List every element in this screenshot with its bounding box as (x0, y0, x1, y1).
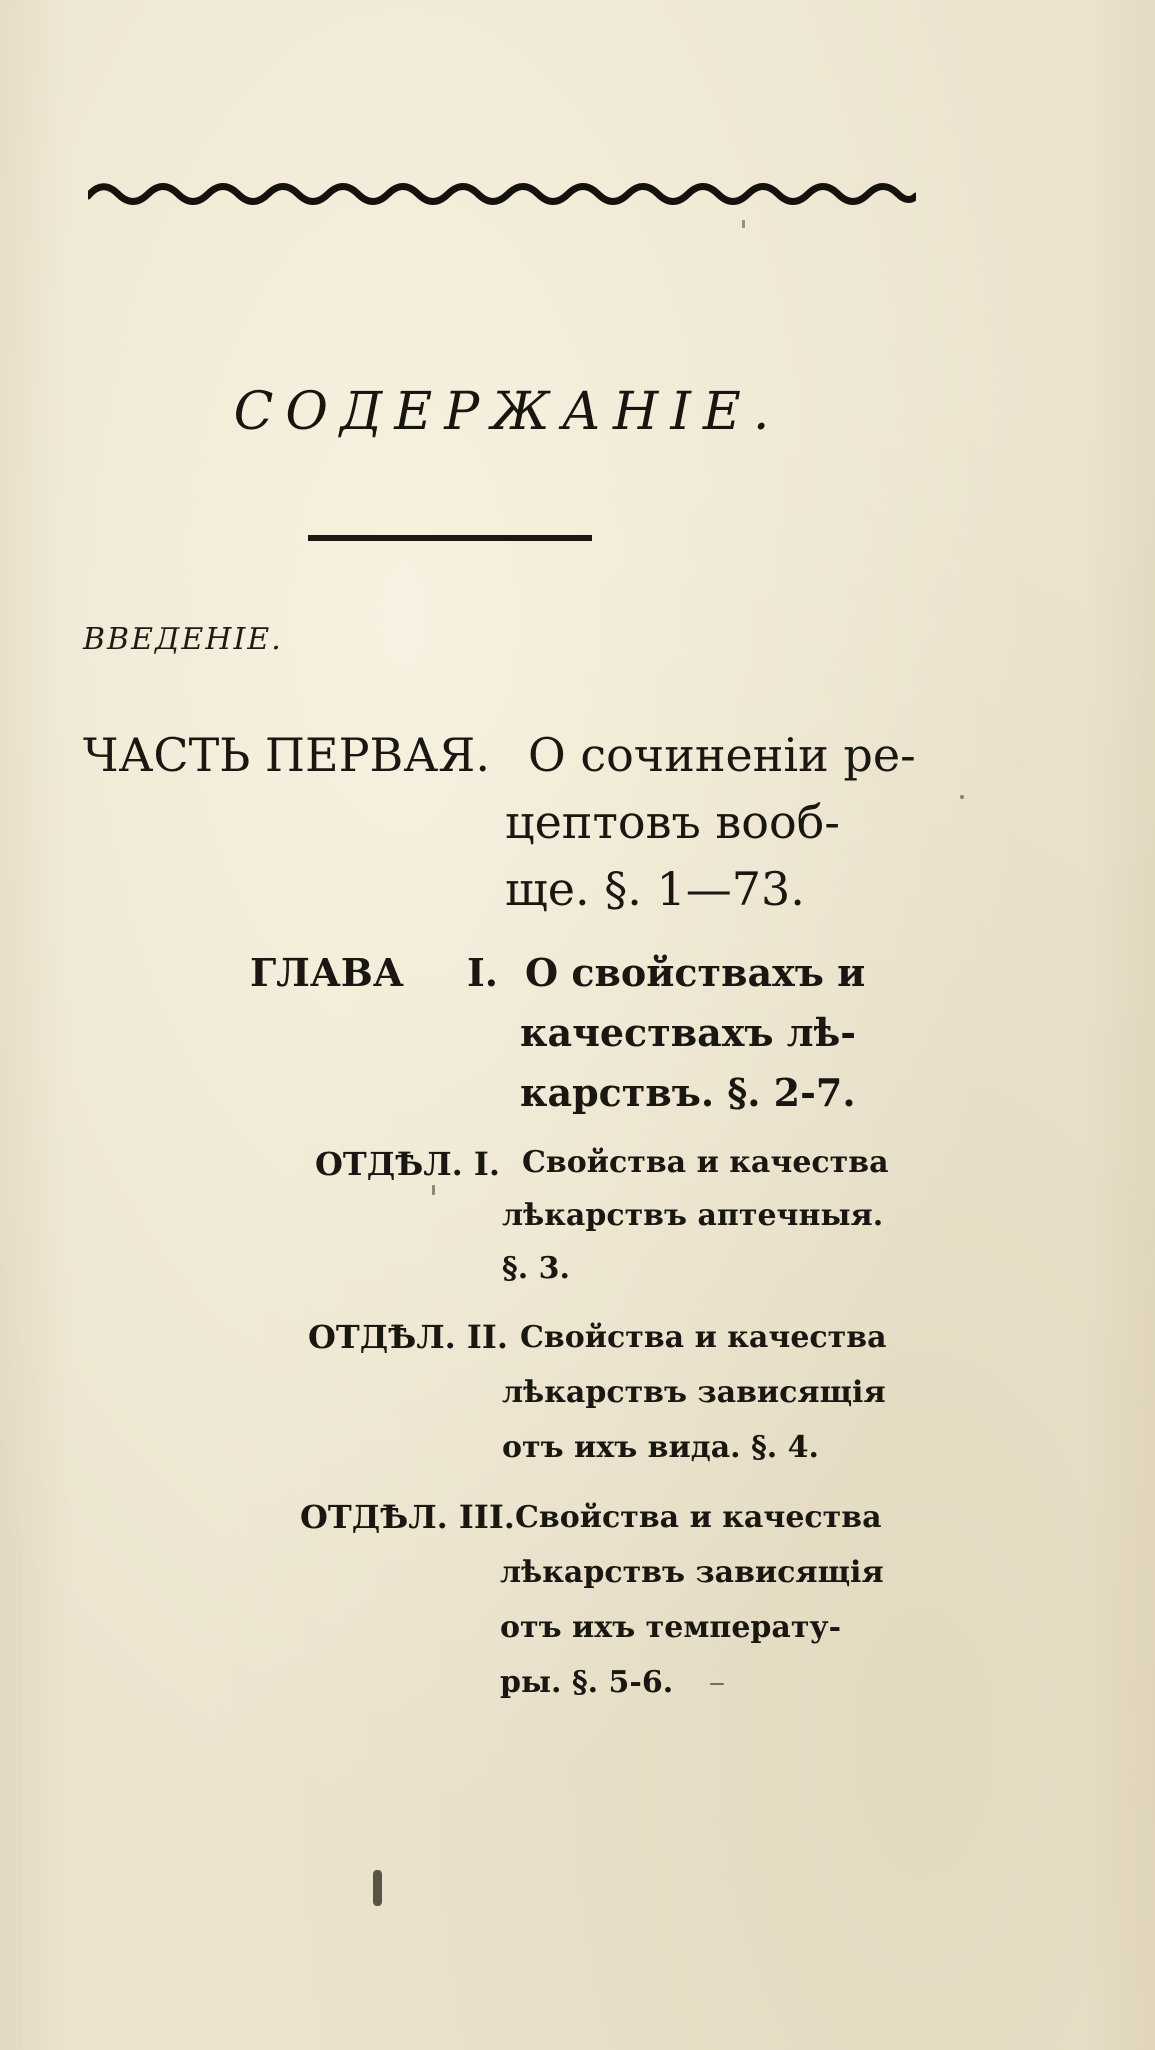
ink-speck (373, 1870, 382, 1906)
part-title-line: цептовъ вооб- (505, 795, 840, 849)
section-title-line: §. 3. (502, 1251, 570, 1286)
chapter-title-line: качествахъ лѣ- (520, 1010, 857, 1055)
section-title-line: лѣкарствъ зависящія (502, 1375, 886, 1410)
section-label: ОТДѢЛ. II. (308, 1318, 508, 1356)
chapter-label: ГЛАВА (250, 950, 404, 995)
ink-speck (742, 220, 745, 228)
ink-speck (432, 1185, 435, 1195)
ink-speck (710, 1683, 724, 1685)
part-title-line: ще. §. 1—73. (505, 862, 805, 916)
section-label: ОТДѢЛ. I. (315, 1145, 500, 1183)
section-title-line: Свойства и качества (522, 1145, 889, 1180)
contents-title: СОДЕРЖАНІЕ. (233, 382, 782, 442)
section-title-line: лѣкарствъ зависящія (500, 1555, 884, 1590)
section-label: ОТДѢЛ. III. (300, 1498, 515, 1536)
section-title-line: отъ ихъ температу- (500, 1610, 842, 1645)
introduction-entry: ВВЕДЕНІЕ. (83, 622, 283, 657)
chapter-title-line: карствъ. §. 2-7. (520, 1070, 856, 1115)
chapter-number: I. (467, 950, 499, 995)
section-title-line: лѣкарствъ аптечныя. (502, 1198, 884, 1233)
part-title-line: О сочиненіи ре- (528, 728, 916, 782)
section-title-line: Свойства и качества (520, 1320, 887, 1355)
title-divider (308, 535, 592, 541)
section-title-line: ры. §. 5-6. (500, 1665, 674, 1700)
section-title-line: Свойства и качества (515, 1500, 882, 1535)
ink-speck (960, 795, 964, 799)
chapter-title-line: О свойствахъ и (525, 950, 866, 995)
wave-ornament-border (88, 178, 916, 208)
section-title-line: отъ ихъ вида. §. 4. (502, 1430, 819, 1465)
part-label: ЧАСТЬ ПЕРВАЯ. (83, 728, 490, 782)
